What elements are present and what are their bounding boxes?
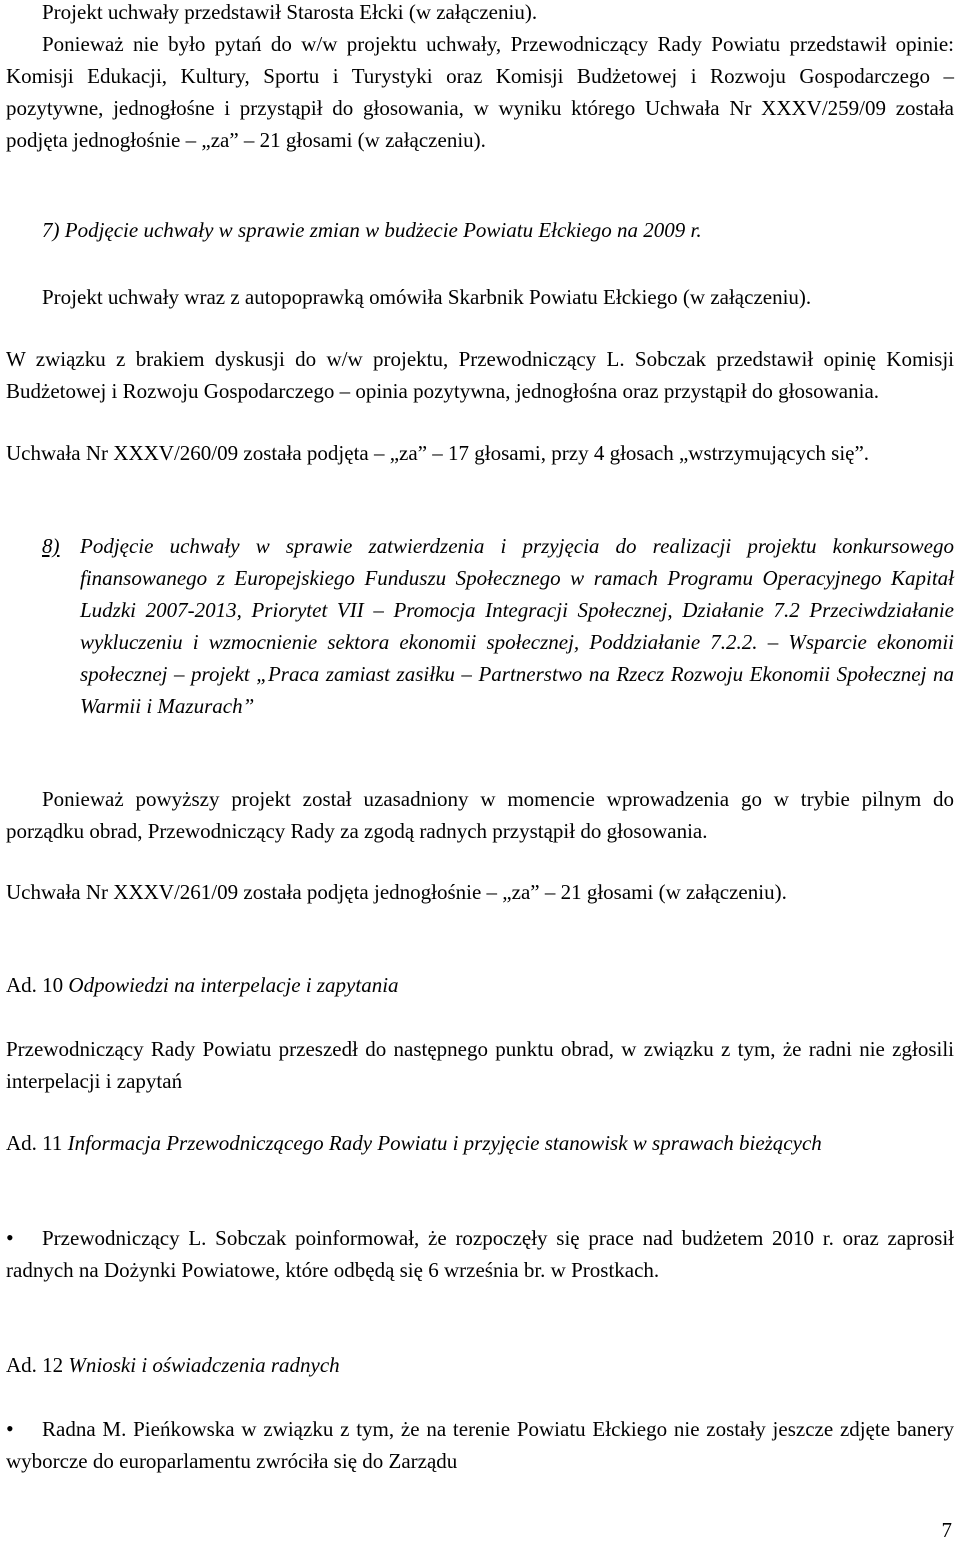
paragraph-7a: Projekt uchwały wraz z autopoprawką omówiła Skarbnik Powiatu Ełckiego (w załączeniu). [42, 285, 812, 309]
paragraph-8b: Uchwała Nr XXXV/261/09 została podjęta jednogłośnie – „za” – 21 głosami (w załączeniu). [6, 880, 787, 904]
heading-ad-10 [6, 969, 954, 1001]
heading-item-8 [42, 530, 954, 722]
heading-ad-11 [6, 1127, 954, 1159]
bullet-item-11: • Przewodniczący L. Sobczak poinformował, że rozpoczęły się prace nad budżetem 2010 r. oraz zaprosił radnych na Dożynki Powiatowe, które odbędą się 6 września br. w Prostkach. [6, 1222, 954, 1286]
paragraph-intro-1: Projekt uchwały przedstawił Starosta Ełcki (w załączeniu). [42, 0, 538, 24]
page-number: 7 [941, 1518, 952, 1542]
ad-11-label: Ad. 11 [6, 1131, 63, 1155]
heading-ad-12 [6, 1349, 954, 1381]
ad-10-title: Odpowiedzi na interpelacje i zapytania [68, 973, 399, 997]
bullet-marker: • [6, 1225, 14, 1250]
bullet-item-12: • Radna M. Pieńkowska w związku z tym, że na terenie Powiatu Ełckiego nie zostały jeszcze zdjęte banery wyborcze do europarlamentu zwróciła się do Zarządu [6, 1413, 954, 1477]
bullet-marker: • [6, 1416, 14, 1441]
paragraph-10: Przewodniczący Rady Powiatu przeszedł do następnego punktu obrad, w związku z tym, że radni nie zgłosili interpelacji i zapytań [6, 1037, 954, 1093]
paragraph-intro-2: Ponieważ nie było pytań do w/w projektu uchwały, Przewodniczący Rady Powiatu przedstawił opinie: Komisji Edukacji, Kultury, Sportu i Turystyki oraz Komisji Budżetowej i Rozwoju Gospodarczego – pozytywne, jednogłośne i przystąpił do głosowania, w wyniku którego Uchwała Nr XXXV/259/09 została podjęta jednogłośnie – „za” – 21 głosami (w załączeniu). [6, 32, 954, 152]
ad-10-label: Ad. 10 [6, 973, 64, 997]
paragraph-7b: W związku z brakiem dyskusji do w/w projektu, Przewodniczący L. Sobczak przedstawił opinię Komisji Budżetowej i Rozwoju Gospodarczego – opinia pozytywna, jednogłośna oraz przystąpił do głosowania. [6, 347, 954, 403]
ad-12-label: Ad. 12 [6, 1353, 64, 1377]
heading-item-8-title: Podjęcie uchwały w sprawie zatwierdzenia i przyjęcia do realizacji projektu konkursowego finansowanego z Europejskiego Funduszu Społecznego w ramach Programu Operacyjnego Kapitał Ludzki 2007-2013, Priorytet VII – Promocja Integracji Społecznej, Działanie 7.2 Przeciwdziałanie wykluczeniu i wzmocnienie sektora ekonomii społecznej, Poddziałanie 7.2.2. – Wsparcie ekonomii społecznej – projekt „Praca zamiast zasiłku – Partnerstwo na Rzecz Rozwoju Ekonomii Społecznej na Warmii i Mazurach” [80, 534, 954, 718]
ad-12-title: Wnioski i oświadczenia radnych [68, 1353, 340, 1377]
paragraph-8a: Ponieważ powyższy projekt został uzasadniony w momencie wprowadzenia go w trybie pilnym do porządku obrad, Przewodniczący Rady za zgodą radnych przystąpił do głosowania. [6, 787, 954, 843]
ad-11-title: Informacja Przewodniczącego Rady Powiatu i przyjęcie stanowisk w sprawach bieżących [67, 1131, 822, 1155]
heading-item-8-number: 8) [42, 534, 60, 558]
heading-item-7: 7) Podjęcie uchwały w sprawie zmian w budżecie Powiatu Ełckiego na 2009 r. [42, 218, 702, 242]
paragraph-7c: Uchwała Nr XXXV/260/09 została podjęta – „za” – 17 głosami, przy 4 głosach „wstrzymujących się”. [6, 441, 870, 465]
